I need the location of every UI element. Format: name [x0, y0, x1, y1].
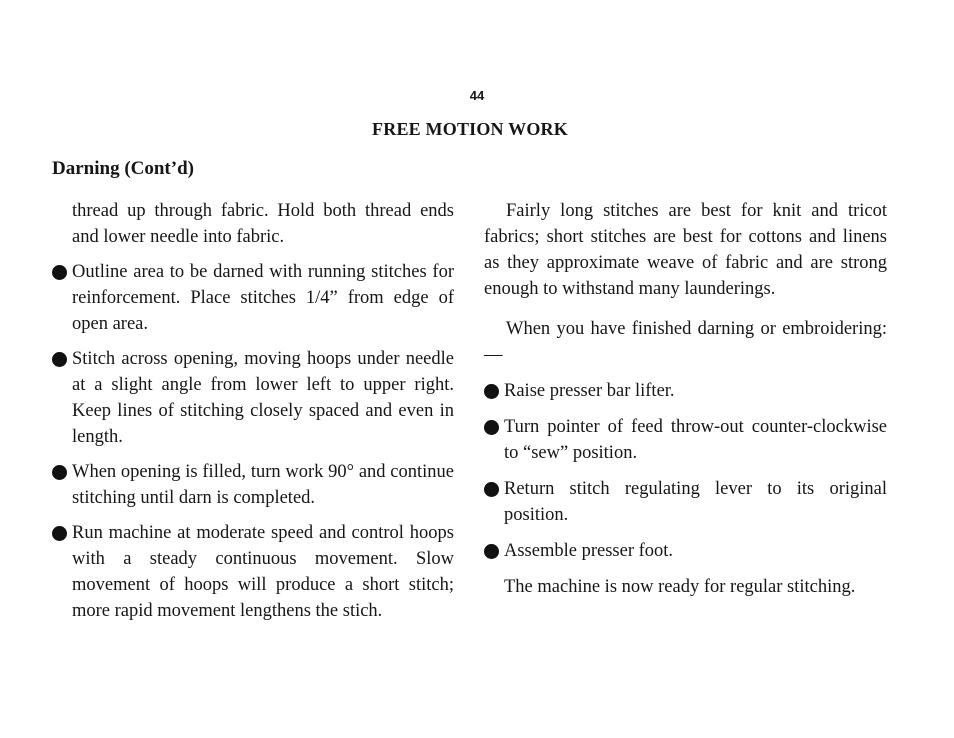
bullet-text: When opening is filled, turn work 90° and continue stitching until darn is completed. — [72, 462, 454, 508]
bullet-icon — [52, 265, 67, 280]
bullet-item — [52, 520, 454, 624]
bullet-item — [52, 459, 454, 511]
bullet-icon — [52, 526, 67, 541]
bullet-item — [484, 476, 887, 528]
bullet-text: Raise presser bar lifter. — [504, 381, 675, 401]
bullet-icon — [52, 465, 67, 480]
left-column — [52, 198, 454, 624]
right-paragraph-stitch-length: Fairly long stitches are best for knit and tricot fabrics; short stitches are best for cottons and linens as they approximate weave of fabric and are strong enough to withstand many launderings. — [484, 201, 887, 299]
bullet-item — [484, 538, 887, 564]
bullet-icon — [484, 544, 499, 559]
page-number: 44 — [469, 88, 485, 103]
bullet-item — [52, 346, 454, 450]
bullet-icon — [484, 384, 499, 399]
page-title: FREE MOTION WORK — [372, 119, 568, 139]
bullet-text: Assemble presser foot. — [504, 541, 674, 561]
bullet-text: Run machine at moderate speed and control hoops with a steady continuous movement. Slow movement of hoops will produce a short stitch; more rapid movement lengthens the stich. — [72, 523, 454, 621]
section-heading: Darning (Cont’d) — [52, 158, 194, 179]
bullet-text: Turn pointer of feed throw-out counter-clockwise to “sew” position. — [504, 417, 887, 463]
bullet-text: Outline area to be darned with running stitches for reinforcement. Place stitches 1/4” from edge of open area. — [72, 262, 454, 334]
bullet-item — [484, 414, 887, 466]
right-column — [484, 198, 887, 600]
bullet-icon — [484, 420, 499, 435]
left-intro-paragraph: thread up through fabric. Hold both thread ends and lower needle into fabric. — [72, 201, 454, 247]
bullet-text: Stitch across opening, moving hoops under needle at a slight angle from lower left to upper right. Keep lines of stitching closely spaced and even in length. — [72, 349, 454, 447]
right-paragraph-finished: When you have finished darning or embroidering:— — [484, 319, 887, 365]
bullet-icon — [484, 482, 499, 497]
bullet-item — [484, 378, 887, 404]
bullet-icon — [52, 352, 67, 367]
bullet-text: Return stitch regulating lever to its original position. — [504, 479, 887, 525]
bullet-item — [52, 259, 454, 337]
closing-paragraph: The machine is now ready for regular stitching. — [504, 577, 856, 597]
